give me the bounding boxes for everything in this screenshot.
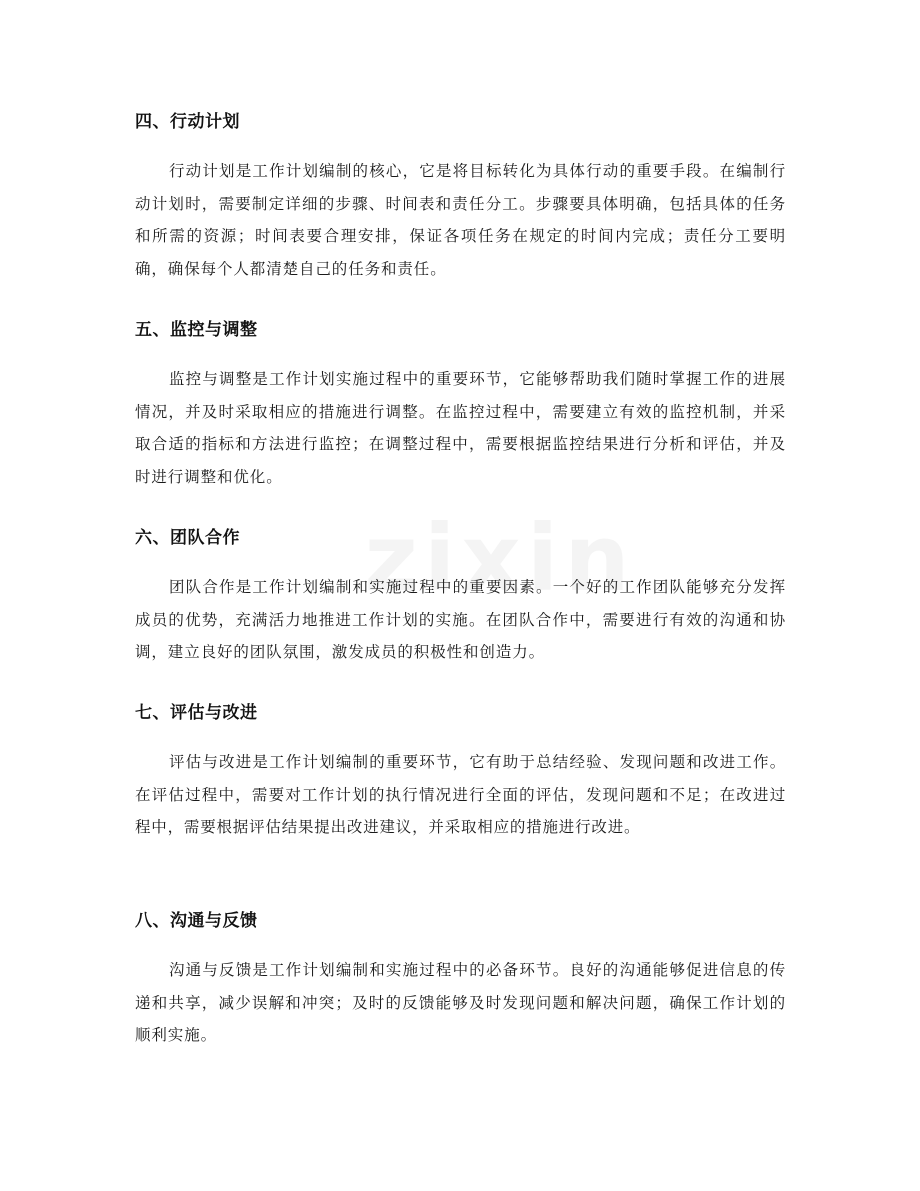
section-paragraph: 行动计划是工作计划编制的核心，它是将目标转化为具体行动的重要手段。在编制行动计划时，需要制定详细的步骤、时间表和责任分工。步骤要具体明确，包括具体的任务和所需的资源；时间表要合理安排，保证各项任务在规定的时间内完成；责任分工要明确，确保每个人都清楚自己的任务和责任。 (135, 162, 786, 278)
section-paragraph: 评估与改进是工作计划编制的重要环节，它有助于总结经验、发现问题和改进工作。在评估过程中，需要对工作计划的执行情况进行全面的评估，发现问题和不足；在改进过程中，需要根据评估结果提出改进建议，并采取相应的措施进行改进。 (135, 753, 786, 836)
section-teamwork (135, 526, 786, 669)
section-heading: 七、评估与改进 (135, 703, 258, 723)
section-heading: 五、监控与调整 (135, 320, 258, 340)
section-heading: 四、行动计划 (135, 112, 240, 132)
section-action-plan (135, 110, 786, 285)
section-paragraph: 团队合作是工作计划编制和实施过程中的重要因素。一个好的工作团队能够充分发挥成员的优势，充满活力地推进工作计划的实施。在团队合作中，需要进行有效的沟通和协调，建立良好的团队氛围，激发成员的积极性和创造力。 (135, 578, 786, 661)
section-monitoring (135, 318, 786, 493)
section-paragraph: 监控与调整是工作计划实施过程中的重要环节，它能够帮助我们随时掌握工作的进展情况，并及时采取相应的措施进行调整。在监控过程中，需要建立有效的监控机制，并采取合适的指标和方法进行监控；在调整过程中，需要根据监控结果进行分析和评估，并及时进行调整和优化。 (135, 370, 786, 486)
section-heading: 八、沟通与反馈 (135, 911, 258, 931)
section-evaluation (135, 701, 786, 844)
section-paragraph: 沟通与反馈是工作计划编制和实施过程中的必备环节。良好的沟通能够促进信息的传递和共享，减少误解和冲突；及时的反馈能够及时发现问题和解决问题，确保工作计划的顺利实施。 (135, 961, 786, 1044)
section-heading: 六、团队合作 (135, 528, 240, 548)
section-communication (135, 909, 786, 1052)
